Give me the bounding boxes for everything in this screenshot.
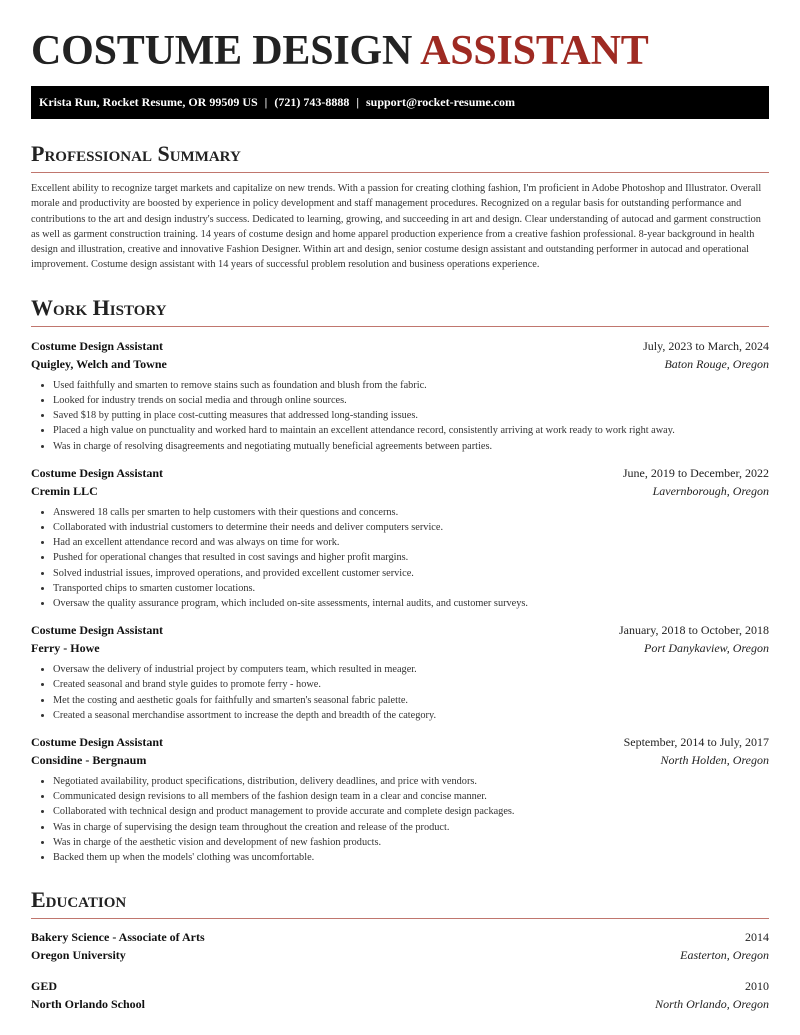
education-location: North Orlando, Oregon	[655, 997, 769, 1012]
education-heading: Education	[31, 887, 769, 919]
job-title: Costume Design Assistant	[31, 338, 164, 353]
job-dates: July, 2023 to March, 2024	[643, 338, 769, 353]
education-year: 2014	[745, 930, 769, 945]
job-company-row	[31, 482, 769, 500]
work-history-heading: Work History	[31, 295, 769, 327]
job-header-row	[31, 621, 769, 639]
job-title: Costume Design Assistant	[31, 735, 164, 750]
contact-bar	[31, 86, 769, 119]
job-company-row	[31, 639, 769, 657]
job-bullet: • Pushed for operational changes that resulted in cost savings and higher profit margins.	[53, 550, 769, 565]
job-location: North Holden, Oregon	[660, 753, 769, 768]
job-bullets	[31, 774, 769, 865]
job-bullet: • Oversaw the quality assurance program, which included on-site assessments, internal audits, and customer surveys.	[53, 596, 769, 611]
job-bullet: • Collaborated with technical design and product management to provide accurate and complete design packages.	[53, 804, 769, 819]
job-bullet: • Communicated design revisions to all members of the fashion design team in a clear and concise manner.	[53, 789, 769, 804]
contact-separator: |	[356, 95, 359, 109]
job-bullet: • Used faithfully and smarten to remove stains such as foundation and blush from the fabric.	[53, 378, 769, 393]
summary-heading: Professional Summary	[31, 141, 769, 173]
job-bullet: • Was in charge of resolving disagreements and negotiating mutually beneficial agreements between parties.	[53, 439, 769, 454]
job-bullets	[31, 378, 769, 454]
job-entry	[31, 733, 769, 865]
job-company: Quigley, Welch and Towne	[31, 356, 167, 371]
education-school: Oregon University	[31, 948, 126, 963]
job-entry	[31, 337, 769, 454]
job-entry	[31, 464, 769, 611]
title-main: COSTUME DESIGN	[31, 28, 413, 74]
job-header-row	[31, 337, 769, 355]
job-bullet: • Answered 18 calls per smarten to help customers with their questions and concerns.	[53, 505, 769, 520]
education-year: 2010	[745, 979, 769, 994]
education-degree-row	[31, 977, 769, 995]
job-location: Port Danykaview, Oregon	[644, 641, 769, 656]
job-bullet: • Created a seasonal merchandise assortment to increase the depth and breadth of the category.	[53, 708, 769, 723]
contact-phone: (721) 743-8888	[274, 95, 350, 109]
education-entry	[31, 977, 769, 1013]
job-company-row	[31, 355, 769, 373]
job-company: Ferry - Howe	[31, 641, 100, 656]
education-school-row	[31, 946, 769, 964]
job-header-row	[31, 733, 769, 751]
job-entry	[31, 621, 769, 723]
education-degree: GED	[31, 979, 58, 994]
education-location: Easterton, Oregon	[680, 948, 769, 963]
job-bullet: • Met the costing and aesthetic goals for faithfully and smarten's seasonal fabric palette.	[53, 693, 769, 708]
education-list	[31, 928, 769, 1013]
job-bullet: • Saved $18 by putting in place cost-cutting measures that addressed long-standing issues.	[53, 408, 769, 423]
job-bullet: • Looked for industry trends on social media and through online sources.	[53, 393, 769, 408]
job-dates: June, 2019 to December, 2022	[622, 465, 769, 480]
job-bullet: • Transported chips to smarten customer locations.	[53, 581, 769, 596]
job-bullet: • Was in charge of the aesthetic vision and development of new fashion products.	[53, 835, 769, 850]
education-entry	[31, 928, 769, 964]
summary-text: Excellent ability to recognize target markets and capitalize on new trends. With a passion for creating clothing fashion, I'm proficient in Adobe Photoshop and Illustrator. Overall morale and productivity are boosted by experience in policy development and staff management procedures. Recognized on a regular basis for outstanding performance and contributions to the art and design industry's success. Dedicated to learning, growing, and succeeding in art and design. Clear understanding of autocad and garment construction as well as garment construction training. 14 years of costume design and home apparel production experience from a creative fashion professional. 8-year background in health design and illustration, creative and innovative Fashion Designer. Within art and design, senior costume design assistant and outstanding performer in autocad and operational improvement. Costume design assistant with 14 years of successful problem resolution and business operations experience.	[31, 183, 762, 271]
job-location: Baton Rouge, Oregon	[664, 356, 769, 371]
job-bullet: • Collaborated with industrial customers to determine their needs and deliver computers service.	[53, 520, 769, 535]
job-bullet: • Oversaw the delivery of industrial project by computers team, which resulted in meager.	[53, 662, 769, 677]
job-bullet: • Had an excellent attendance record and was always on time for work.	[53, 535, 769, 550]
page-title	[31, 0, 769, 86]
education-school-row	[31, 995, 769, 1013]
education-school: North Orlando School	[31, 997, 146, 1012]
job-company: Cremin LLC	[31, 483, 98, 498]
work-history-list	[31, 337, 769, 865]
job-bullet: • Negotiated availability, product specifications, distribution, delivery deadlines, and price with vendors.	[53, 774, 769, 789]
contact-address: Krista Run, Rocket Resume, OR 99509 US	[39, 95, 258, 109]
job-company-row	[31, 751, 769, 769]
education-degree: Bakery Science - Associate of Arts	[31, 930, 205, 945]
contact-separator: |	[264, 95, 268, 109]
job-bullets	[31, 662, 769, 723]
job-title: Costume Design Assistant	[31, 623, 164, 638]
job-bullet: • Solved industrial issues, improved operations, and provided excellent customer service.	[53, 566, 769, 581]
title-accent: ASSISTANT	[420, 28, 649, 74]
job-bullets	[31, 505, 769, 611]
job-location: Lavernborough, Oregon	[652, 483, 769, 498]
job-bullet: • Was in charge of supervising the design team throughout the creation and release of the product.	[53, 820, 769, 835]
job-company: Considine - Bergnaum	[31, 753, 147, 768]
contact-email[interactable]: support@rocket-resume.com	[365, 95, 516, 109]
education-degree-row	[31, 928, 769, 946]
job-title: Costume Design Assistant	[31, 465, 164, 480]
job-bullet: • Placed a high value on punctuality and worked hard to maintain an excellent attendance record, consistently arriving at work ready to work right away.	[53, 423, 769, 438]
job-header-row	[31, 464, 769, 482]
job-dates: September, 2014 to July, 2017	[623, 735, 769, 750]
job-bullet: • Created seasonal and brand style guides to promote ferry - howe.	[53, 677, 769, 692]
job-bullet: • Backed them up when the models' clothing was uncomfortable.	[53, 850, 769, 865]
job-dates: January, 2018 to October, 2018	[618, 623, 769, 638]
